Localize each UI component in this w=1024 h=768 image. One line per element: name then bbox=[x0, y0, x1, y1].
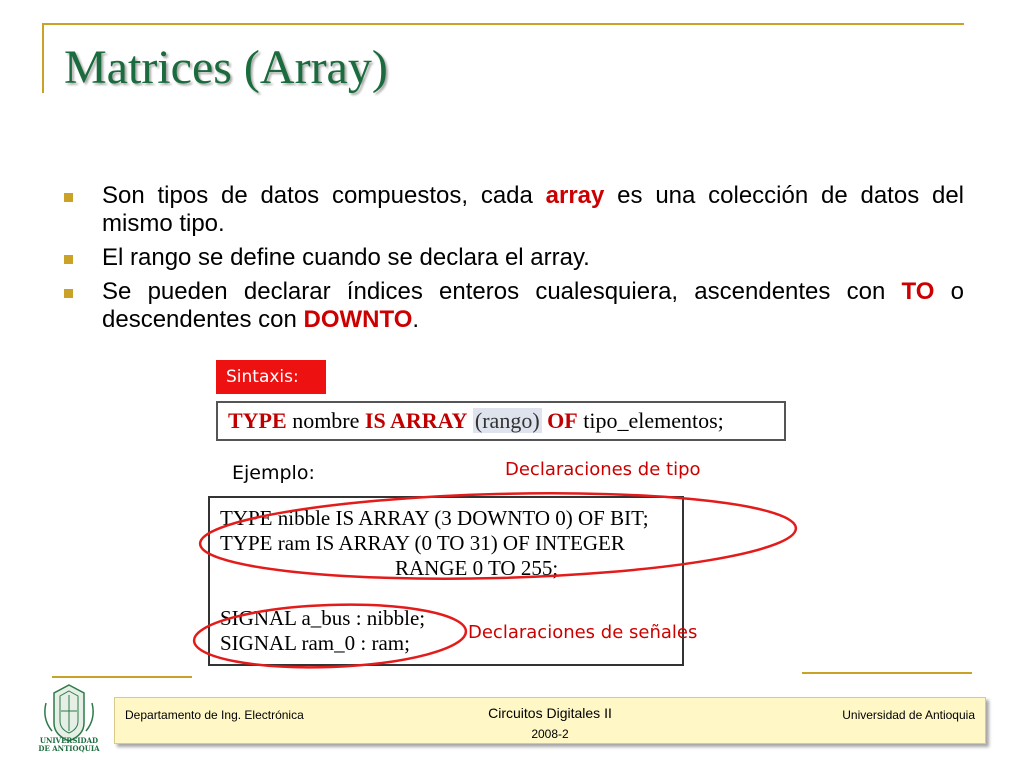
syntax-range: (rango) bbox=[474, 408, 540, 433]
slide-title: Matrices (Array) bbox=[64, 41, 388, 94]
keyword-array: array bbox=[545, 182, 605, 209]
annotation-type-declarations: Declaraciones de tipo bbox=[505, 459, 701, 480]
syntax-keyword-type: TYPE bbox=[228, 408, 287, 433]
annotation-signal-declarations: Declaraciones de señales bbox=[468, 622, 698, 643]
code-line: SIGNAL a_bus : nibble; bbox=[220, 606, 426, 630]
bullet-text: Son tipos de datos compuestos, cada bbox=[102, 182, 546, 209]
footer-term: 2008-2 bbox=[531, 727, 569, 741]
footer-department: Departamento de Ing. Electrónica bbox=[125, 708, 304, 722]
footer-university: Universidad de Antioquia bbox=[842, 708, 975, 722]
code-line: SIGNAL ram_0 : ram; bbox=[220, 631, 410, 655]
separator-left bbox=[52, 676, 192, 678]
example-label: Ejemplo: bbox=[232, 462, 315, 484]
code-line: TYPE ram IS ARRAY (0 TO 31) OF INTEGER bbox=[220, 531, 625, 555]
logo-name bbox=[35, 737, 103, 753]
bullet-text: El rango se define cuando se declara el array. bbox=[102, 244, 590, 271]
bullet-text: o descendentes con bbox=[102, 278, 965, 333]
code-line: RANGE 0 TO 255; bbox=[395, 556, 559, 580]
syntax-keyword-is-array: IS ARRAY bbox=[364, 408, 468, 433]
type-decl-oval bbox=[199, 486, 797, 586]
syntax-text: tipo_elementos; bbox=[577, 408, 724, 433]
footer-band bbox=[114, 697, 986, 744]
bullet-text: . bbox=[412, 306, 420, 333]
logo-name-line: DE ANTIOQUIA bbox=[38, 744, 100, 753]
bullet-text: Se pueden declarar índices enteros cualesquiera, ascendentes con bbox=[102, 278, 902, 305]
syntax-label: Sintaxis: bbox=[216, 360, 326, 394]
separator-right bbox=[802, 672, 972, 674]
syntax-keyword-of: OF bbox=[547, 408, 578, 433]
code-line: TYPE nibble IS ARRAY (3 DOWNTO 0) OF BIT; bbox=[220, 506, 649, 530]
keyword-to: TO bbox=[901, 278, 935, 305]
signal-decl-oval bbox=[193, 600, 467, 671]
keyword-downto: DOWNTO bbox=[303, 306, 413, 333]
syntax-text: nombre bbox=[286, 408, 365, 433]
logo-name-line: UNIVERSIDAD bbox=[39, 736, 99, 745]
bullet-text: es una colección de datos del mismo tipo. bbox=[102, 182, 965, 237]
footer-course: Circuitos Digitales II bbox=[488, 705, 612, 721]
